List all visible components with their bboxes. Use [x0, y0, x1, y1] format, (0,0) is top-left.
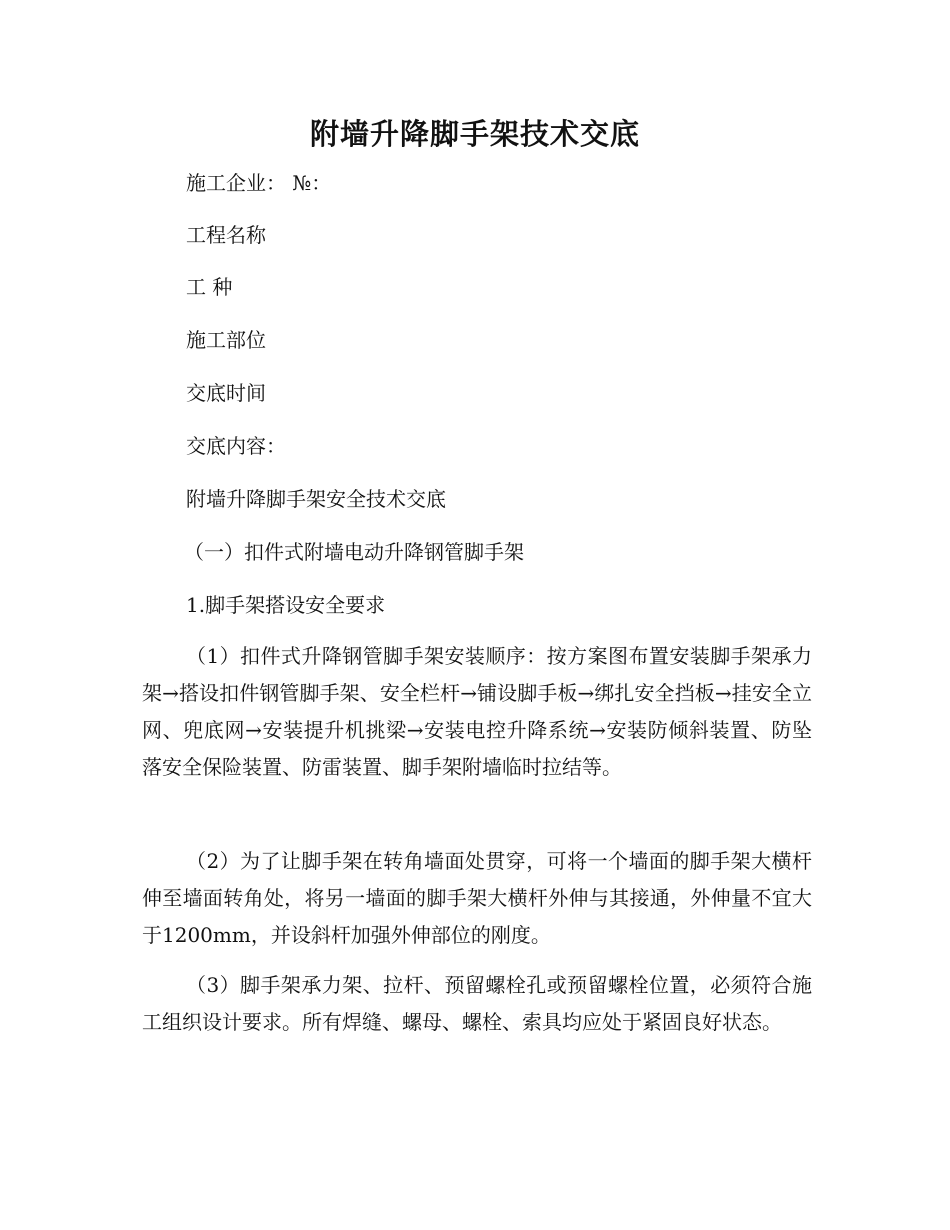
time-field: 交底时间	[186, 381, 266, 405]
work-type-field: 工 种	[186, 275, 233, 299]
paragraph-1: （1）扣件式升降钢管脚手架安装顺序：按方案图布置安装脚手架承力架→搭设扣件钢管脚手架、安全栏杆→铺设脚手板→绑扎安全挡板→挂安全立网、兜底网→安装提升机挑梁→安装电控升降系统→安装防倾斜装置、防坠落安全保险装置、防雷装置、脚手架附墙临时拉结等。	[142, 644, 812, 779]
document-title: 附墙升降脚手架技术交底	[309, 117, 640, 151]
section-title: 附墙升降脚手架安全技术交底	[186, 487, 446, 511]
location-field: 施工部位	[186, 328, 266, 352]
project-name-field: 工程名称	[186, 223, 266, 247]
subsection-title: （一）扣件式附墙电动升降钢管脚手架	[184, 540, 524, 564]
paragraph-3: （3）脚手架承力架、拉杆、预留螺栓孔或预留螺栓位置，必须符合施工组织设计要求。所有焊缝、螺母、螺栓、索具均应处于紧固良好状态。	[142, 973, 812, 1034]
content-field: 交底内容：	[186, 434, 286, 458]
company-field: 施工企业： №：	[186, 171, 332, 195]
item-title: 1.脚手架搭设安全要求	[186, 593, 386, 617]
paragraph-2: （2）为了让脚手架在转角墙面处贯穿，可将一个墙面的脚手架大横杆伸至墙面转角处，将另一墙面的脚手架大横杆外伸与其接通，外伸量不宜大于1200mm，并设斜杆加强外伸部位的刚度。	[142, 849, 812, 947]
